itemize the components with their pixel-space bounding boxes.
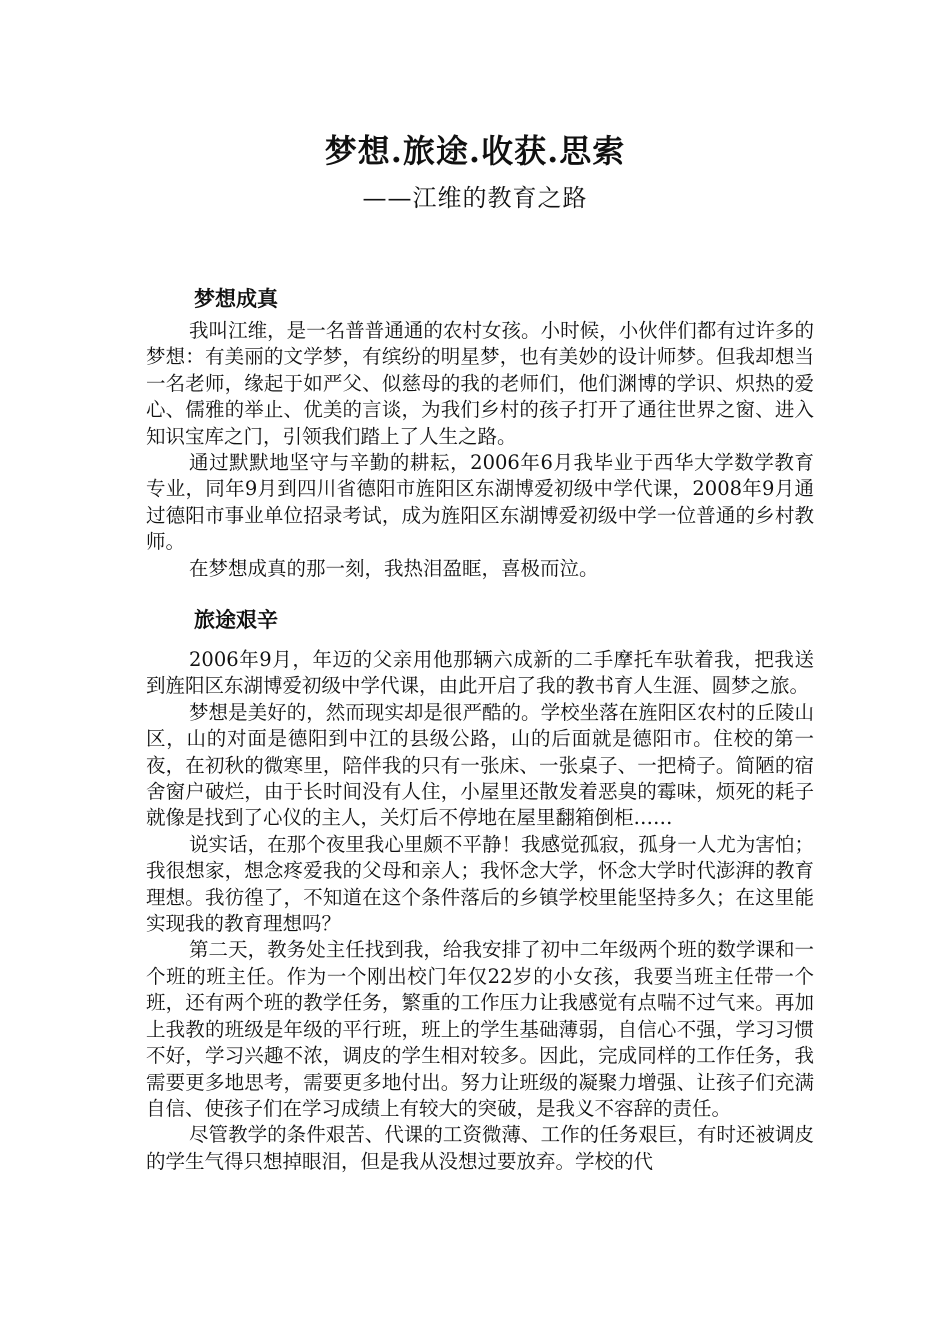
section-heading: 梦想成真: [194, 286, 278, 311]
document-subtitle: ——江维的教育之路: [362, 184, 588, 212]
paragraph: 通过默默地坚守与辛勤的耕耘，2006年6月我毕业于西华大学数学教育专业，同年9月到四川省德阳市旌阳区东湖博爱初级中学代课，2008年9月通过德阳市事业单位招录考试，成为旌阳区东湖博爱初级中学一位普通的乡村教师。: [146, 451, 814, 554]
paragraph: 尽管教学的条件艰苦、代课的工资微薄、工作的任务艰巨，有时还被调皮的学生气得只想掉眼泪，但是我从没想过要放弃。学校的代: [146, 1123, 814, 1173]
paragraph: 第二天，教务处主任找到我，给我安排了初中二年级两个班的数学课和一个班的班主任。作为一个刚出校门年仅22岁的小女孩，我要当班主任带一个班，还有两个班的教学任务，繁重的工作压力让我感觉有点喘不过气来。再加上我教的班级是年级的平行班，班上的学生基础薄弱，自信心不强，学习习惯不好，学习兴趣不浓，调皮的学生相对较多。因此，完成同样的工作任务，我需要更多地思考，需要更多地付出。努力让班级的凝聚力增强、让孩子们充满自信、使孩子们在学习成绩上有较大的突破，是我义不容辞的责任。: [146, 938, 814, 1120]
document-title: 梦想.旅途.收获.思索: [324, 132, 626, 170]
section-heading: 旅途艰辛: [194, 607, 278, 632]
paragraph: 2006年9月，年迈的父亲用他那辆六成新的二手摩托车驮着我，把我送到旌阳区东湖博爱初级中学代课，由此开启了我的教书育人生涯、圆梦之旅。: [146, 648, 814, 698]
paragraph: 我叫江维，是一名普普通通的农村女孩。小时候，小伙伴们都有过许多的梦想：有美丽的文学梦，有缤纷的明星梦，也有美妙的设计师梦。但我却想当一名老师，缘起于如严父、似慈母的我的老师们，他们渊博的学识、炽热的爱心、儒雅的举止、优美的言谈，为我们乡村的孩子打开了通往世界之窗、进入知识宝库之门，引领我们踏上了人生之路。: [146, 319, 814, 448]
section-dream: [146, 284, 814, 582]
paragraph: 说实话，在那个夜里我心里颇不平静！我感觉孤寂，孤身一人尤为害怕；我很想家，想念疼爱我的父母和亲人；我怀念大学，怀念大学时代澎湃的教育理想。我彷徨了，不知道在这个条件落后的乡镇学校里能坚持多久；在这里能实现我的教育理想吗？: [146, 832, 814, 936]
section-journey: [146, 605, 814, 1175]
paragraph: 梦想是美好的，然而现实却是很严酷的。学校坐落在旌阳区农村的丘陵山区，山的对面是德阳到中江的县级公路，山的后面就是德阳市。住校的第一夜，在初秋的微寒里，陪伴我的只有一张床、一张桌子、一把椅子。简陋的宿舍窗户破烂，由于长时间没有人住，小屋里还散发着恶臭的霉味，烦死的耗子就像是找到了心仪的主人，关灯后不停地在屋里翻箱倒柜……: [146, 700, 814, 830]
paragraph: 在梦想成真的那一刻，我热泪盈眶，喜极而泣。: [189, 556, 599, 580]
